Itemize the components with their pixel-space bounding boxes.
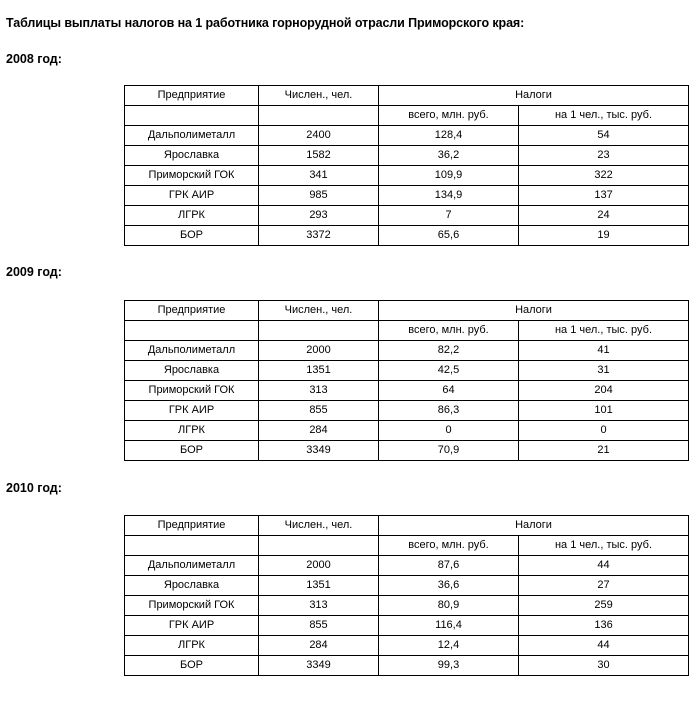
cell-enterprise: БОР [125,656,259,676]
cell-enterprise: ЛГРК [125,636,259,656]
cell-enterprise: Ярославка [125,361,259,381]
cell-enterprise: ГРК АИР [125,616,259,636]
cell-headcount: 2000 [259,556,379,576]
cell-enterprise: Приморский ГОК [125,596,259,616]
table-header-row [125,301,689,321]
tax-table-2010 [124,515,689,676]
table-header-row [125,516,689,536]
cell-headcount: 2000 [259,341,379,361]
subheader-headcount-blank [259,106,379,126]
cell-total: 0 [379,421,519,441]
cell-total: 65,6 [379,226,519,246]
cell-headcount: 3372 [259,226,379,246]
cell-headcount: 313 [259,596,379,616]
cell-per-person: 322 [519,166,689,186]
cell-headcount: 284 [259,636,379,656]
cell-per-person: 44 [519,556,689,576]
table-row [125,206,689,226]
cell-headcount: 855 [259,616,379,636]
cell-per-person: 31 [519,361,689,381]
cell-enterprise: ЛГРК [125,421,259,441]
table-row [125,186,689,206]
cell-total: 82,2 [379,341,519,361]
header-headcount: Числен., чел. [259,516,379,536]
table-row [125,381,689,401]
cell-enterprise: ГРК АИР [125,401,259,421]
subheader-enterprise-blank [125,321,259,341]
subheader-total: всего, млн. руб. [379,321,519,341]
cell-total: 109,9 [379,166,519,186]
cell-per-person: 259 [519,596,689,616]
cell-total: 42,5 [379,361,519,381]
table-row [125,636,689,656]
cell-per-person: 44 [519,636,689,656]
cell-total: 86,3 [379,401,519,421]
tax-table-2009 [124,300,689,461]
cell-per-person: 54 [519,126,689,146]
header-taxes: Налоги [379,516,689,536]
cell-per-person: 101 [519,401,689,421]
cell-headcount: 3349 [259,441,379,461]
cell-total: 36,2 [379,146,519,166]
cell-headcount: 284 [259,421,379,441]
cell-per-person: 0 [519,421,689,441]
cell-enterprise: Дальполиметалл [125,126,259,146]
table-row [125,146,689,166]
table-row [125,596,689,616]
header-enterprise: Предприятие [125,516,259,536]
header-taxes: Налоги [379,86,689,106]
table-row [125,616,689,636]
cell-total: 87,6 [379,556,519,576]
table-header-row [125,86,689,106]
cell-total: 7 [379,206,519,226]
header-enterprise: Предприятие [125,301,259,321]
cell-per-person: 19 [519,226,689,246]
cell-enterprise: Приморский ГОК [125,166,259,186]
subheader-enterprise-blank [125,536,259,556]
cell-per-person: 137 [519,186,689,206]
cell-headcount: 1351 [259,576,379,596]
cell-headcount: 341 [259,166,379,186]
cell-enterprise: Дальполиметалл [125,341,259,361]
table-row [125,556,689,576]
subheader-total: всего, млн. руб. [379,536,519,556]
cell-enterprise: БОР [125,226,259,246]
cell-per-person: 136 [519,616,689,636]
cell-headcount: 313 [259,381,379,401]
year-label-2009: 2009 год: [6,265,62,279]
cell-total: 70,9 [379,441,519,461]
header-headcount: Числен., чел. [259,301,379,321]
cell-headcount: 2400 [259,126,379,146]
table-row [125,656,689,676]
subheader-headcount-blank [259,321,379,341]
cell-per-person: 30 [519,656,689,676]
cell-headcount: 985 [259,186,379,206]
subheader-enterprise-blank [125,106,259,126]
cell-per-person: 24 [519,206,689,226]
table-subheader-row [125,536,689,556]
header-taxes: Налоги [379,301,689,321]
cell-headcount: 1351 [259,361,379,381]
table-row [125,576,689,596]
table-row [125,421,689,441]
cell-per-person: 21 [519,441,689,461]
cell-enterprise: Ярославка [125,576,259,596]
table-row [125,226,689,246]
cell-enterprise: Ярославка [125,146,259,166]
cell-total: 134,9 [379,186,519,206]
cell-total: 80,9 [379,596,519,616]
cell-headcount: 1582 [259,146,379,166]
cell-per-person: 27 [519,576,689,596]
cell-enterprise: БОР [125,441,259,461]
cell-total: 12,4 [379,636,519,656]
table-row [125,341,689,361]
subheader-total: всего, млн. руб. [379,106,519,126]
cell-headcount: 855 [259,401,379,421]
header-headcount: Числен., чел. [259,86,379,106]
cell-enterprise: Дальполиметалл [125,556,259,576]
cell-total: 64 [379,381,519,401]
header-enterprise: Предприятие [125,86,259,106]
tax-table-2008 [124,85,689,246]
table-subheader-row [125,321,689,341]
table-row [125,166,689,186]
cell-enterprise: ГРК АИР [125,186,259,206]
cell-per-person: 41 [519,341,689,361]
subheader-per-person: на 1 чел., тыс. руб. [519,321,689,341]
table-row [125,441,689,461]
table-subheader-row [125,106,689,126]
cell-enterprise: Приморский ГОК [125,381,259,401]
subheader-per-person: на 1 чел., тыс. руб. [519,106,689,126]
cell-total: 99,3 [379,656,519,676]
table-row [125,401,689,421]
cell-total: 36,6 [379,576,519,596]
cell-total: 116,4 [379,616,519,636]
year-label-2010: 2010 год: [6,481,62,495]
cell-enterprise: ЛГРК [125,206,259,226]
cell-headcount: 3349 [259,656,379,676]
cell-per-person: 23 [519,146,689,166]
subheader-per-person: на 1 чел., тыс. руб. [519,536,689,556]
page-title: Таблицы выплаты налогов на 1 работника горнорудной отрасли Приморского края: [6,16,525,30]
table-row [125,361,689,381]
cell-total: 128,4 [379,126,519,146]
table-row [125,126,689,146]
cell-headcount: 293 [259,206,379,226]
cell-per-person: 204 [519,381,689,401]
subheader-headcount-blank [259,536,379,556]
year-label-2008: 2008 год: [6,52,62,66]
